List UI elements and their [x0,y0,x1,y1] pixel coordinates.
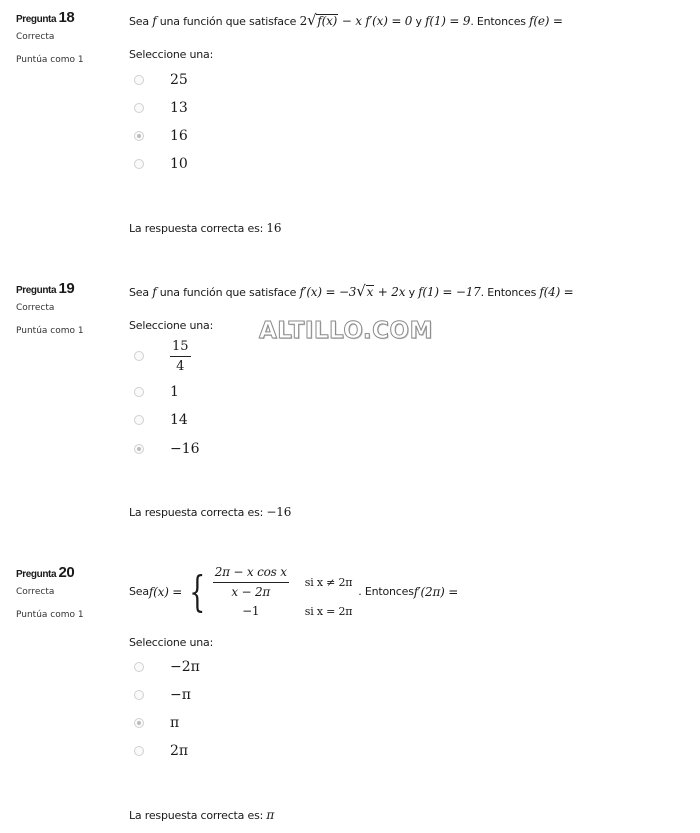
question-number [16,10,121,28]
answer-label[interactable]: 2π [170,743,189,759]
question-state: Correcta [16,587,55,597]
correct-answer-feedback: La respuesta correcta es: 16 [129,221,282,235]
question-info [16,565,121,620]
answer-option[interactable] [134,70,188,90]
sqrt: √x [356,282,374,300]
answer-label[interactable]: 14 [170,412,188,428]
select-prompt: Seleccione una: [129,319,214,332]
radio-button[interactable] [134,662,144,672]
answer-label[interactable]: −2π [170,659,200,675]
answer-option[interactable] [134,657,200,677]
select-prompt: Seleccione una: [129,636,214,649]
question-label: Pregunta [16,569,57,580]
question-text: Sea f(x) = { $\frac{\text{2π − x cos x}}{x - 2\pi}$ si x ≠ 2π −1 si x = 2π . Entonces f′(2π) = [129,565,459,618]
radio-button[interactable] [134,690,144,700]
radio-button[interactable] [134,75,144,85]
answer-option[interactable] [134,713,179,733]
answer-option[interactable] [134,339,191,373]
answer-label[interactable]: −π [170,687,191,703]
sqrt: √f(x) [307,11,338,29]
question-info [16,281,121,336]
select-prompt: Seleccione una: [129,48,214,61]
radio-button[interactable] [134,746,144,756]
question-text: Sea f una función que satisface 2√f(x) − x f′(x) = 0 y f(1) = 9. Entonces f(e) = [129,10,689,32]
answer-option[interactable] [134,439,200,459]
correct-answer-feedback: La respuesta correcta es: −16 [129,505,292,519]
answer-label[interactable]: 10 [170,156,188,172]
answer-label[interactable]: 16 [170,128,188,144]
answer-option[interactable] [134,154,188,174]
question-grade: Puntúa como 1 [16,55,84,65]
question-number-value: 20 [58,564,75,581]
answer-label[interactable] [170,339,191,374]
answer-label[interactable]: −16 [170,441,200,457]
piecewise-cases: $\frac{\text{2π − x cos x}}{x - 2\pi}$ si x ≠ 2π −1 si x = 2π [214,565,353,618]
watermark: ALTILLO.COM [259,318,433,344]
question-content [129,10,689,235]
radio-button[interactable] [134,159,144,169]
radio-button[interactable] [134,415,144,425]
answer-label[interactable]: 25 [170,72,188,88]
correct-answer-feedback: La respuesta correcta es: π [129,808,275,822]
question-info [16,10,121,65]
question-state: Correcta [16,32,55,42]
question-number [16,281,121,299]
radio-button-selected[interactable] [134,718,144,728]
answer-option[interactable] [134,741,188,761]
radio-button-selected[interactable] [134,131,144,141]
radio-button[interactable] [134,103,144,113]
answer-option[interactable] [134,410,188,430]
question-grade: Puntúa como 1 [16,610,84,620]
fraction: $\frac{15}{4}$ [172,338,189,374]
fraction: $\frac{\text{2π − x cos x}}{x - 2\pi}$ [214,565,287,599]
question-number-value: 18 [58,9,75,26]
question-text: Sea f una función que satisface f′(x) = −3√x + 2x y f(1) = −17. Entonces f(4) = [129,281,689,303]
radio-button[interactable] [134,387,144,397]
answer-option[interactable] [134,685,191,705]
question-grade: Puntúa como 1 [16,326,84,336]
question-label: Pregunta [16,14,57,25]
answer-label[interactable]: 13 [170,100,188,116]
answer-label[interactable]: π [170,715,180,731]
answer-option[interactable] [134,126,188,146]
radio-button-selected[interactable] [134,444,144,454]
question-number-value: 19 [58,280,75,297]
brace: { [189,566,206,616]
question-label: Pregunta [16,285,57,296]
question-number [16,565,121,583]
question-state: Correcta [16,303,55,313]
answer-option[interactable] [134,98,188,118]
answer-option[interactable] [134,382,179,402]
answer-label[interactable]: 1 [170,384,179,400]
radio-button[interactable] [134,351,144,361]
